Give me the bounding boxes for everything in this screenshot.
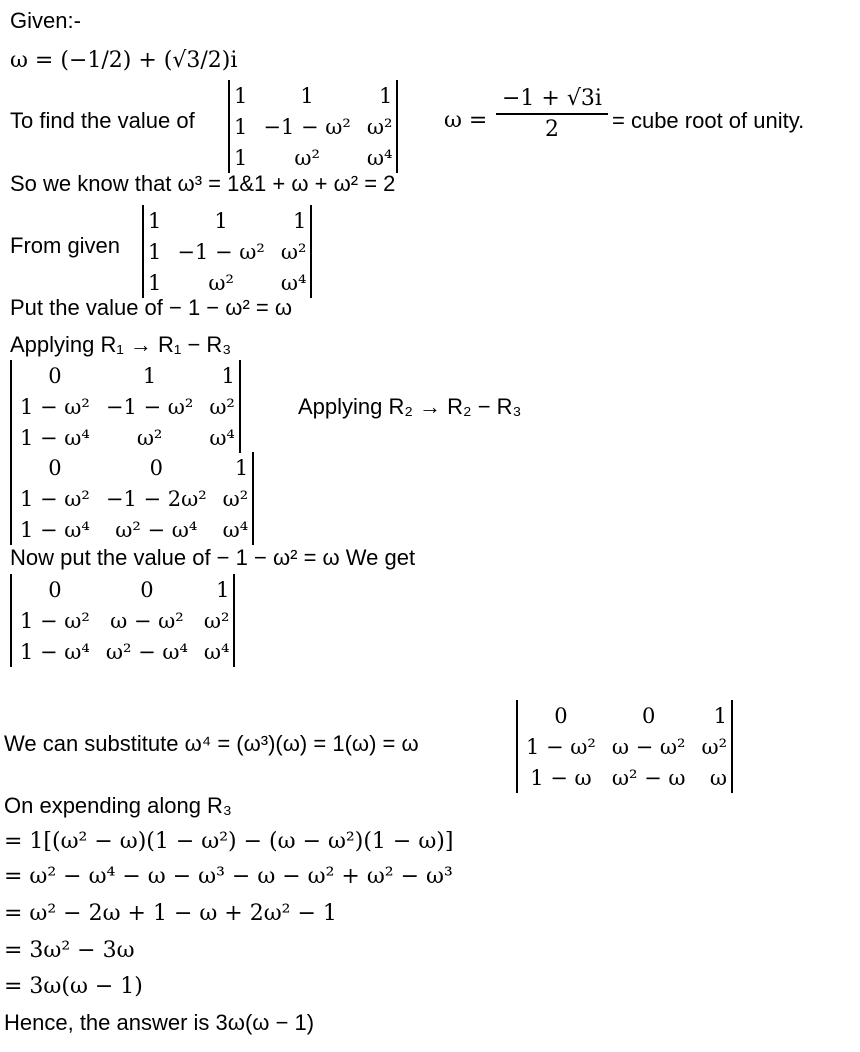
matrix-cell: 1 xyxy=(148,208,162,233)
matrix-row xyxy=(12,574,233,605)
matrix-row xyxy=(12,422,239,453)
matrix-cell: 1 xyxy=(216,577,230,602)
matrix-cell: ω² xyxy=(280,239,307,264)
matrix-row xyxy=(12,483,252,514)
matrix-cell: 1 − ω xyxy=(530,765,592,790)
from-given-label: From given xyxy=(10,233,121,258)
matrix-cell: 1 − ω⁴ xyxy=(20,425,90,450)
matrix-cell: 1 xyxy=(234,455,249,480)
matrix-cell: 1 − ω² xyxy=(20,486,90,511)
matrix-cell: ω² − ω xyxy=(611,765,686,790)
matrix-cell: −1 − ω² xyxy=(105,394,194,419)
omega-fraction xyxy=(496,86,608,142)
omega-equals: ω = xyxy=(444,108,488,133)
matrix-cell: ω − ω² xyxy=(110,608,184,633)
matrix-row xyxy=(518,762,731,793)
matrix-cell: ω⁴ xyxy=(280,270,307,295)
matrix-row xyxy=(518,700,731,731)
determinant-1 xyxy=(228,80,398,173)
matrix-cell: 0 xyxy=(641,703,656,728)
matrix-cell: 1 xyxy=(234,83,248,108)
matrix-cell: ω² xyxy=(366,114,393,139)
matrix-row xyxy=(144,205,310,236)
matrix-row xyxy=(230,80,396,111)
so-we-know: So we know that ω³ = 1&1 + ω + ω² = 2 xyxy=(10,171,396,196)
matrix-row xyxy=(12,514,252,545)
find-label: To find the value of xyxy=(10,108,195,133)
matrix-cell: 1 xyxy=(300,83,314,108)
matrix-cell: ω⁴ xyxy=(209,425,235,450)
matrix-cell: 1 − ω⁴ xyxy=(20,517,90,542)
matrix-cell: ω⁴ xyxy=(203,639,230,664)
matrix-cell: 0 xyxy=(48,363,62,388)
applying-r2: Applying R₂ → R₂ − R₃ xyxy=(298,394,522,419)
matrix-cell: 1 − ω² xyxy=(20,608,90,633)
substitute-line: We can substitute ω⁴ = (ω³)(ω) = 1(ω) = ω xyxy=(4,731,419,756)
matrix-cell: 0 xyxy=(48,577,62,602)
matrix-cell: 0 xyxy=(149,455,163,480)
matrix-cell: 1 xyxy=(214,208,228,233)
matrix-cell: −1 − ω² xyxy=(263,114,351,139)
determinant-3 xyxy=(10,360,241,453)
given-expression: ω = (−1/2) + (√3/2)i xyxy=(10,48,238,73)
matrix-cell: ω² xyxy=(208,270,234,295)
answer-line: Hence, the answer is 3ω(ω − 1) xyxy=(4,1010,315,1035)
matrix-cell: ω xyxy=(709,765,728,790)
matrix-row xyxy=(12,360,239,391)
matrix-row xyxy=(12,452,252,483)
matrix-row xyxy=(12,391,239,422)
matrix-row xyxy=(144,236,310,267)
determinant-5 xyxy=(10,574,235,667)
matrix-row xyxy=(518,731,731,762)
matrix-row xyxy=(12,605,233,636)
matrix-cell: ω² xyxy=(701,734,728,759)
matrix-cell: ω² xyxy=(222,486,249,511)
matrix-cell: ω² − ω⁴ xyxy=(105,639,188,664)
step-5: = 3ω(ω − 1) xyxy=(4,974,143,999)
determinant-6 xyxy=(516,700,733,793)
matrix-row xyxy=(144,267,310,298)
fraction-numerator: −1 + √3i xyxy=(496,86,608,115)
matrix-cell: 1 xyxy=(234,145,248,170)
expanding-label: On expending along R₃ xyxy=(4,793,232,818)
heading-given: Given:- xyxy=(10,8,81,33)
matrix-cell: 1 xyxy=(221,363,235,388)
matrix-cell: 1 xyxy=(713,703,728,728)
matrix-cell: ω² xyxy=(203,608,230,633)
matrix-cell: 1 xyxy=(234,114,248,139)
matrix-cell: 1 xyxy=(148,239,162,264)
matrix-cell: ω² xyxy=(136,425,163,450)
step-3: = ω² − 2ω + 1 − ω + 2ω² − 1 xyxy=(4,901,337,926)
determinant-2 xyxy=(142,205,312,298)
applying-r1: Applying R₁ → R₁ − R₃ xyxy=(10,332,232,357)
matrix-cell: ω² xyxy=(294,145,320,170)
matrix-cell: 0 xyxy=(140,577,154,602)
step-1: = 1[(ω² − ω)(1 − ω²) − (ω − ω²)(1 − ω)] xyxy=(4,829,454,854)
cube-root-text: = cube root of unity. xyxy=(612,108,805,133)
matrix-cell: 1 − ω⁴ xyxy=(20,639,90,664)
step-4: = 3ω² − 3ω xyxy=(4,938,135,963)
matrix-cell: 1 xyxy=(293,208,307,233)
matrix-cell: 1 − ω² xyxy=(526,734,596,759)
matrix-cell: 1 xyxy=(142,363,157,388)
fraction-denominator: 2 xyxy=(544,117,559,142)
matrix-cell: −1 − ω² xyxy=(177,239,265,264)
matrix-cell: 1 − ω² xyxy=(20,394,90,419)
step-2: = ω² − ω⁴ − ω − ω³ − ω − ω² + ω² − ω³ xyxy=(4,864,453,889)
matrix-cell: 1 xyxy=(148,270,162,295)
matrix-row xyxy=(12,636,233,667)
put-value: Put the value of − 1 − ω² = ω xyxy=(10,295,293,320)
now-put: Now put the value of − 1 − ω² = ω We get xyxy=(10,545,416,570)
matrix-cell: ω − ω² xyxy=(611,734,686,759)
determinant-4 xyxy=(10,452,254,545)
matrix-cell: ω⁴ xyxy=(222,517,249,542)
matrix-cell: 0 xyxy=(554,703,568,728)
matrix-cell: −1 − 2ω² xyxy=(105,486,207,511)
matrix-row xyxy=(230,142,396,173)
matrix-row xyxy=(230,111,396,142)
matrix-cell: 0 xyxy=(48,455,62,480)
matrix-cell: ω⁴ xyxy=(366,145,393,170)
matrix-cell: 1 xyxy=(379,83,393,108)
matrix-cell: ω² xyxy=(209,394,235,419)
matrix-cell: ω² − ω⁴ xyxy=(115,517,198,542)
